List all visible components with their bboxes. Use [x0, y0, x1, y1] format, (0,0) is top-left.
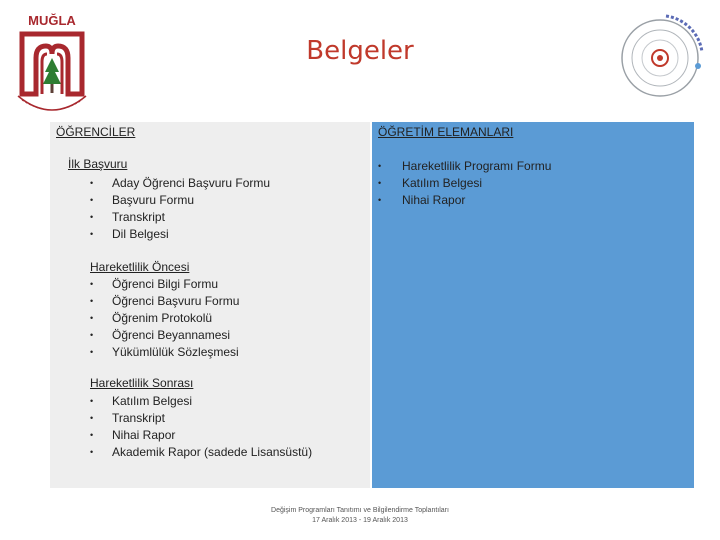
list-item: • Nihai Rapor	[378, 192, 551, 209]
section-title-post-mobility: Hareketlilik Sonrası	[90, 376, 194, 390]
list-item: • Aday Öğrenci Başvuru Formu	[90, 175, 270, 192]
footer	[200, 506, 520, 526]
section-title-initial-application: İlk Başvuru	[68, 157, 128, 171]
list-item: • Öğrenci Beyannamesi	[90, 327, 239, 344]
list-item: • Öğrenci Başvuru Formu	[90, 293, 239, 310]
footer-line-2: 17 Aralık 2013 - 19 Aralık 2013	[312, 517, 408, 524]
list-item: • Başvuru Formu	[90, 192, 270, 209]
section-title-pre-mobility: Hareketlilik Öncesi	[90, 260, 190, 274]
initial-application-list	[90, 175, 270, 243]
list-item: • Katılım Belgesi	[90, 393, 312, 410]
list-item: • Nihai Rapor	[90, 427, 312, 444]
list-item: • Hareketlilik Programı Formu	[378, 158, 551, 175]
faculty-list	[378, 158, 551, 209]
faculty-heading: ÖĞRETİM ELEMANLARI	[378, 125, 514, 139]
list-item: • Yükümlülük Sözleşmesi	[90, 344, 239, 361]
pre-mobility-list	[90, 276, 239, 361]
list-item: • Öğrenci Bilgi Formu	[90, 276, 239, 293]
list-item: • Transkript	[90, 209, 270, 226]
footer-line-1: Değişim Programları Tanıtımı ve Bilgilendirme Toplantıları	[271, 507, 449, 514]
list-item: • Transkript	[90, 410, 312, 427]
list-item: • Katılım Belgesi	[378, 175, 551, 192]
post-mobility-list	[90, 393, 312, 461]
list-item: • Öğrenim Protokolü	[90, 310, 239, 327]
students-heading: ÖĞRENCİLER	[56, 125, 136, 139]
list-item: • Akademik Rapor (sadede Lisansüstü)	[90, 444, 312, 461]
page-title: Belgeler	[306, 36, 414, 66]
logo-text: MUĞLA	[28, 13, 76, 28]
list-item: • Dil Belgesi	[90, 226, 270, 243]
